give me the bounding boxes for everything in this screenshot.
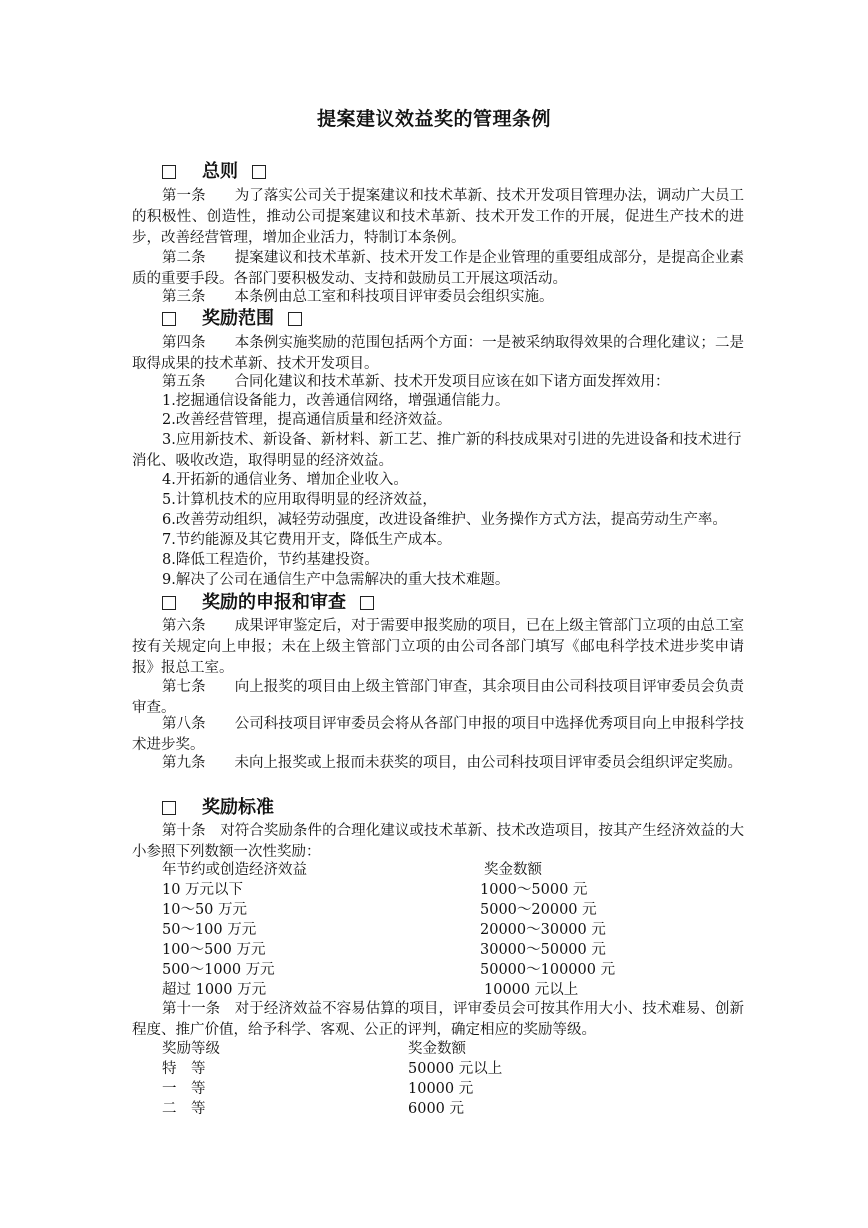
list-item: 7.节约能源及其它费用开支，降低生产成本。 xyxy=(162,532,452,548)
table2-cell: 二 等 xyxy=(162,1101,206,1117)
list-item: 6.改善劳动组织，减轻劳动强度，改进设备维护、业务操作方式方法，提高劳动生产率。 xyxy=(162,512,727,528)
table1-header-benefit: 年节约或创造经济效益 xyxy=(162,862,307,878)
table1-cell: 10 万元以下 xyxy=(162,882,244,898)
table1-cell: 50000～100000 元 xyxy=(480,962,616,978)
article-2: 第二条 提案建议和技术革新、技术开发工作是企业管理的重要组成部分，是提高企业素质的重要手段。各部门要积极发动、支持和鼓励员工开展这项活动。 xyxy=(132,250,744,287)
article-11: 第十一条 对于经济效益不容易估算的项目，评审委员会可按其作用大小、技术难易、创新程度、推广价值，给予科学、客观、公正的评判，确定相应的奖励等级。 xyxy=(132,1001,744,1038)
table1-cell: 10000 元以上 xyxy=(484,982,579,998)
article-5: 第五条 合同化建议和技术革新、技术开发项目应该在如下诸方面发挥效用： xyxy=(162,374,670,390)
list-item: 2.改善经营管理，提高通信质量和经济效益。 xyxy=(162,412,452,428)
article-10: 第十条 对符合奖励条件的合理化建议或技术革新、技术改造项目，按其产生经济效益的大小参照下列数额一次性奖励： xyxy=(132,823,744,860)
table1-cell: 50～100 万元 xyxy=(162,922,257,938)
table1-cell: 超过 1000 万元 xyxy=(162,982,267,998)
checkbox-square-icon xyxy=(252,165,266,179)
article-3: 第三条 本条例由总工室和科技项目评审委员会组织实施。 xyxy=(162,289,554,305)
section-heading-standards xyxy=(162,796,274,820)
table1-cell: 20000～30000 元 xyxy=(480,922,606,938)
table1-cell: 1000～5000 元 xyxy=(480,882,588,898)
section-heading-application xyxy=(162,591,374,615)
article-1: 第一条 为了落实公司关于提案建议和技术革新、技术开发项目管理办法，调动广大员工的积极性、创造性，推动公司提案建议和技术革新、技术开发工作的开展，促进生产技术的进步，改善经营管理，增加企业活力，特制订本条例。 xyxy=(132,188,744,246)
article-9: 第九条 未向上报奖或上报而未获奖的项目，由公司科技项目评审委员会组织评定奖励。 xyxy=(162,755,742,771)
section-label: 总则 xyxy=(202,161,238,182)
checkbox-square-icon xyxy=(288,312,302,326)
table2-header-level: 奖励等级 xyxy=(162,1041,220,1057)
checkbox-square-icon xyxy=(162,596,176,610)
table1-cell: 10～50 万元 xyxy=(162,902,248,918)
section-label: 奖励的申报和审查 xyxy=(202,592,346,613)
table2-header-amount: 奖金数额 xyxy=(408,1041,466,1057)
table2-cell: 6000 元 xyxy=(408,1101,465,1117)
table1-cell: 5000～20000 元 xyxy=(480,902,597,918)
section-label: 奖励范围 xyxy=(202,308,274,329)
table2-cell: 特 等 xyxy=(162,1061,206,1077)
document-title: 提案建议效益奖的管理条例 xyxy=(316,108,551,130)
table2-cell: 10000 元 xyxy=(408,1081,474,1097)
list-item: 9.解决了公司在通信生产中急需解决的重大技术难题。 xyxy=(162,572,510,588)
checkbox-square-icon xyxy=(162,312,176,326)
table1-cell: 30000～50000 元 xyxy=(480,942,606,958)
section-heading-scope xyxy=(162,307,302,331)
list-item: 3.应用新技术、新设备、新材料、新工艺、推广新的科技成果对引进的先进设备和技术进行消化、吸收改造，取得明显的经济效益。 xyxy=(132,432,742,469)
section-label: 奖励标准 xyxy=(202,797,274,818)
table2-cell: 50000 元以上 xyxy=(408,1061,503,1077)
table2-cell: 一 等 xyxy=(162,1081,206,1097)
list-item: 1.挖掘通信设备能力，改善通信网络，增强通信能力。 xyxy=(162,393,510,409)
checkbox-square-icon xyxy=(162,801,176,815)
table1-header-amount: 奖金数额 xyxy=(484,862,542,878)
section-heading-general xyxy=(162,160,266,184)
list-item: 4.开拓新的通信业务、增加企业收入。 xyxy=(162,472,408,488)
list-item: 5.计算机技术的应用取得明显的经济效益， xyxy=(162,492,437,508)
table1-cell: 100～500 万元 xyxy=(162,942,266,958)
checkbox-square-icon xyxy=(162,165,176,179)
article-4: 第四条 本条例实施奖励的范围包括两个方面：一是被采纳取得效果的合理化建议；二是取得成果的技术革新、技术开发项目。 xyxy=(132,335,744,372)
table1-cell: 500～1000 万元 xyxy=(162,962,275,978)
article-8: 第八条 公司科技项目评审委员会将从各部门申报的项目中选择优秀项目向上申报科学技术进步奖。 xyxy=(132,716,744,753)
article-6: 第六条 成果评审鉴定后，对于需要申报奖励的项目，已在上级主管部门立项的由总工室按有关规定向上申报；未在上级主管部门立项的由公司各部门填写《邮电科学技术进步奖申请报》报总工室。 xyxy=(132,618,744,676)
list-item: 8.降低工程造价，节约基建投资。 xyxy=(162,552,379,568)
checkbox-square-icon xyxy=(360,596,374,610)
article-7: 第七条 向上报奖的项目由上级主管部门审查，其余项目由公司科技项目评审委员会负责审查。 xyxy=(132,679,744,716)
